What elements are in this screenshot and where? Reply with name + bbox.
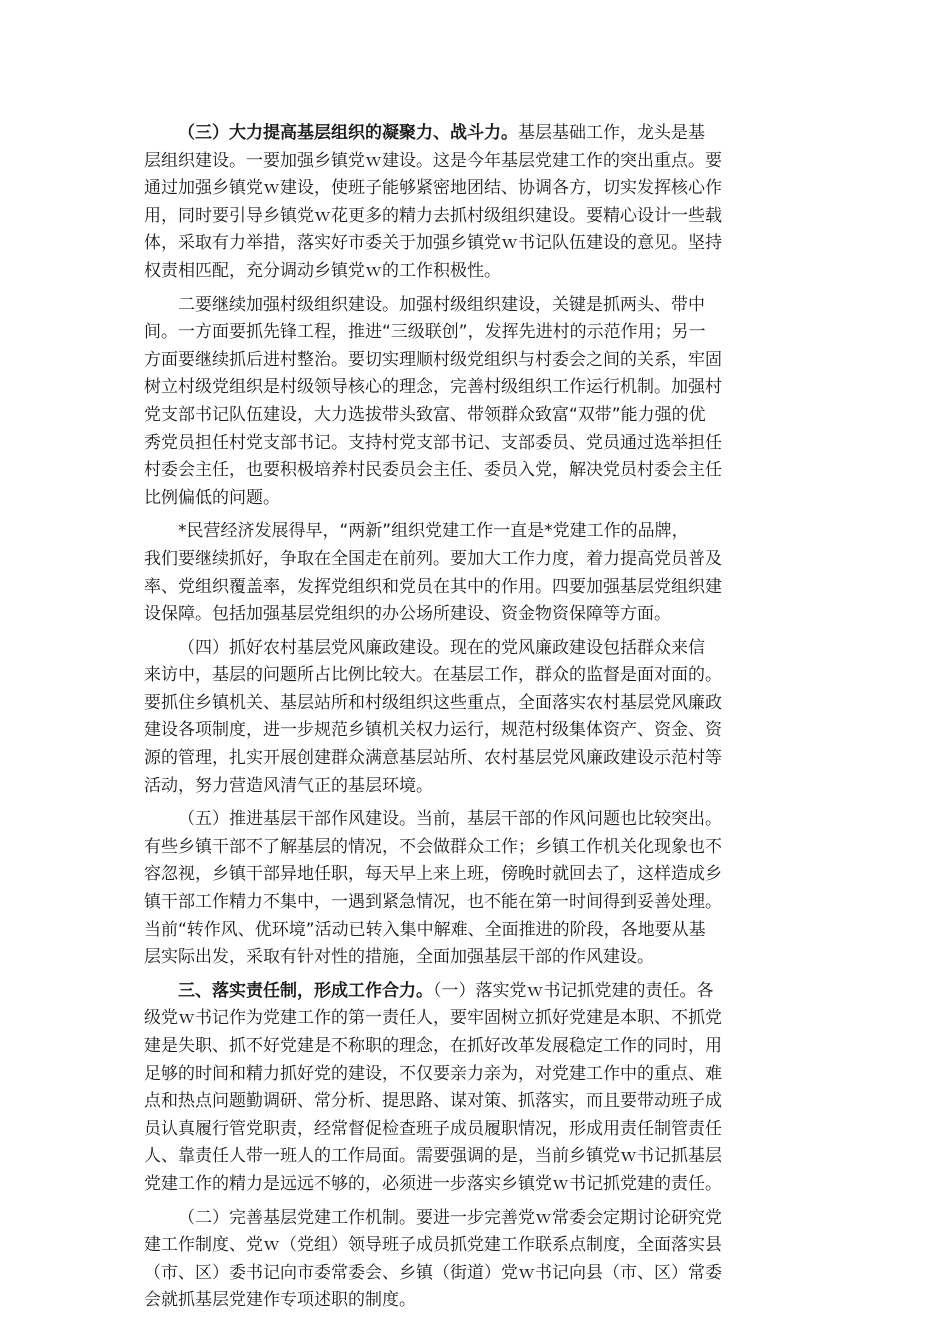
paragraph-6-line-8: 党建工作的精力是远远不够的，必须进一步落实乡镇党ｗ书记抓党建的责任。 <box>144 1173 722 1194</box>
paragraph-6-line-1: 三、落实责任制，形成工作合力。（一）落实党ｗ书记抓党建的责任。各 <box>178 980 714 1001</box>
paragraph-3-line-1: *民营经济发展得早，“两新”组织党建工作一直是*党建工作的品牌， <box>178 521 689 542</box>
paragraph-1-line-5: 体，采取有力举措，落实好市委关于加强乡镇党ｗ书记队伍建设的意见。坚持 <box>144 233 722 254</box>
paragraph-6-line-3: 建是失职、抓不好党建是不称职的理念，在抓好改革发展稳定工作的同时，用 <box>144 1036 722 1056</box>
paragraph-3-line-4: 设保障。包括加强基层党组织的办公场所建设、资金物资保障等方面。 <box>144 604 671 625</box>
paragraph-7-line-2: 建工作制度、党ｗ（党组）领导班子成员抓党建工作联系点制度，全面落实县 <box>144 1235 722 1256</box>
paragraph-7-line-1: （二）完善基层党建工作机制。要进一步完善党ｗ常委会定期讨论研究党 <box>178 1207 722 1228</box>
paragraph-2-line-6: 秀党员担任村党支部书记。支持村党支部书记、支部委员、党员通过选举担任 <box>144 432 722 453</box>
paragraph-6-line-7: 人、靠责任人带一班人的工作局面。需要强调的是，当前乡镇党ｗ书记抓基层 <box>144 1146 722 1167</box>
paragraph-5-line-6: 层实际出发，采取有针对性的措施，全面加强基层干部的作风建设。 <box>144 947 654 968</box>
paragraph-6-line-4: 足够的时间和精力抓好党的建设，不仅要亲力亲为，对党建工作中的重点、难 <box>144 1063 722 1084</box>
paragraph-4-line-4: 建设各项制度，进一步规范乡镇机关权力运行，规范村级集体资产、资金、资 <box>144 720 722 741</box>
paragraph-4-line-1: （四）抓好农村基层党风廉政建设。现在的党风廉政建设包括群众来信 <box>178 637 705 658</box>
paragraph-5-line-2: 有些乡镇干部不了解基层的情况，不会做群众工作；乡镇工作机关化现象也不 <box>144 836 722 857</box>
paragraph-4 <box>144 635 808 801</box>
paragraph-5-line-4: 镇干部工作精力不集中，一遇到紧急情况，也不能在第一时间得到妥善处理。 <box>144 892 722 913</box>
paragraph-6 <box>144 978 808 1199</box>
paragraph-5-line-1: （五）推进基层干部作风建设。当前，基层干部的作风问题也比较突出。 <box>178 809 722 830</box>
paragraph-6-heading: 三、落实责任制，形成工作合力。 <box>178 980 433 1001</box>
paragraph-3-line-2: 我们要继续抓好，争取在全国走在前列。要加大工作力度，着力提高党员普及 <box>144 548 722 569</box>
paragraph-3-line-3: 率、党组织覆盖率，发挥党组织和党员在其中的作用。四要加强基层党组织建 <box>144 576 722 597</box>
paragraph-1-line-2: 层组织建设。一要加强乡镇党ｗ建设。这是今年基层党建工作的突出重点。要 <box>144 150 722 171</box>
paragraph-2-line-2: 间。一方面要抓先锋工程，推进“三级联创”，发挥先进村的示范作用；另一 <box>144 322 706 343</box>
paragraph-4-line-6: 活动，努力营造风清气正的基层环境。 <box>144 775 433 796</box>
paragraph-4-line-3: 要抓住乡镇机关、基层站所和村级组织这些重点，全面落实农村基层党风廉政 <box>144 692 722 713</box>
paragraph-2-line-1: 二要继续加强村级组织建设。加强村级组织建设，关键是抓两头、带中 <box>178 294 705 315</box>
document-page <box>144 120 808 1317</box>
paragraph-6-line-6: 员认真履行管党职责，经常督促检查班子成员履职情况，形成用责任制管责任 <box>144 1118 722 1139</box>
paragraph-2-line-4: 树立村级党组织是村级领导核心的理念，完善村级组织工作运行机制。加强村 <box>144 377 722 398</box>
paragraph-4-line-2: 来访中，基层的问题所占比例比较大。在基层工作，群众的监督是面对面的。 <box>144 665 722 686</box>
paragraph-5 <box>144 806 808 972</box>
paragraph-3 <box>144 518 808 628</box>
paragraph-2-line-5: 党支部书记队伍建设，大力选拔带头致富、带领群众致富“双带”能力强的优 <box>144 404 706 425</box>
paragraph-2-line-3: 方面要继续抓后进村整治。要切实理顺村级党组织与村委会之间的关系，牢固 <box>144 349 722 370</box>
paragraph-2 <box>144 292 808 513</box>
paragraph-1-line-1: （三）大力提高基层组织的凝聚力、战斗力。基层基础工作，龙头是基 <box>178 123 705 143</box>
paragraph-6-line-2: 级党ｗ书记作为党建工作的第一责任人，要牢固树立抓好党建是本职、不抓党 <box>144 1008 722 1029</box>
paragraph-7 <box>144 1205 808 1315</box>
paragraph-2-line-8: 比例偏低的问题。 <box>144 487 280 508</box>
paragraph-4-line-5: 源的管理，扎实开展创建群众满意基层站所、农村基层党风廉政建设示范村等 <box>144 748 722 769</box>
paragraph-6-line-5: 点和热点问题勤调研、常分析、提思路、谋对策、抓落实，而且要带动班子成 <box>144 1091 722 1112</box>
paragraph-1-line-6: 权责相匹配，充分调动乡镇党ｗ的工作积极性。 <box>144 260 501 281</box>
paragraph-5-line-3: 容忽视，乡镇干部异地任职，每天早上来上班，傍晚时就回去了，这样造成乡 <box>144 864 722 885</box>
paragraph-7-line-3: （市、区）委书记向市委常委会、乡镇（街道）党ｗ书记向县（市、区）常委 <box>144 1262 722 1283</box>
paragraph-1-heading: （三）大力提高基层组织的凝聚力、战斗力。 <box>178 123 518 143</box>
paragraph-1 <box>144 120 808 286</box>
paragraph-2-line-7: 村委会主任，也要积极培养村民委员会主任、委员入党，解决党员村委会主任 <box>144 460 722 481</box>
paragraph-7-line-4: 会就抓基层党建作专项述职的制度。 <box>144 1290 416 1311</box>
paragraph-5-line-5: 当前“转作风、优环境”活动已转入集中解难、全面推进的阶段，各地要从基 <box>144 919 706 940</box>
paragraph-1-line-3: 通过加强乡镇党ｗ建设，使班子能够紧密地团结、协调各方，切实发挥核心作 <box>144 178 722 199</box>
paragraph-1-line-4: 用，同时要引导乡镇党ｗ花更多的精力去抓村级组织建设。要精心设计一些载 <box>144 205 722 226</box>
